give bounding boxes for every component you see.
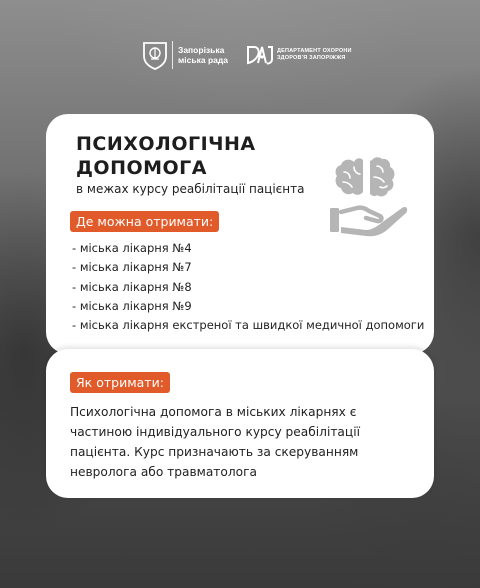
list-item: - міська лікарня №9 <box>72 297 424 316</box>
list-item: - міська лікарня екстреної та швидкої медичної допомоги <box>72 316 424 335</box>
title-line1: ПСИХОЛОГІЧНА <box>76 133 256 155</box>
info-card <box>46 114 434 354</box>
subtitle: в межах курсу реабілітації пацієнта <box>76 182 305 196</box>
health-department-logo <box>246 44 352 66</box>
dept-name-line1: ДЕПАРТАМЕНТ ОХОРОНИ <box>277 48 352 54</box>
header <box>0 38 480 78</box>
city-council-logo <box>142 40 228 70</box>
health-department-name <box>277 48 352 62</box>
page-title <box>76 132 256 180</box>
how-to-get-badge: Як отримати: <box>70 372 170 393</box>
health-department-logo-icon <box>246 44 274 66</box>
city-name-line2: міська рада <box>178 55 228 65</box>
hospital-list <box>72 239 424 335</box>
logo-divider <box>172 41 173 69</box>
list-item: - міська лікарня №8 <box>72 278 424 297</box>
city-crest-icon <box>142 40 168 70</box>
city-name-line1: Запорізька <box>178 45 225 55</box>
brain-in-hand-icon <box>330 150 410 238</box>
how-to-get-text: Психологічна допомога в міських лікарнях є частиною індивідуального курсу реабілітації пацієнта. Курс призначають за скеруванням невролога або травматолога <box>70 405 360 479</box>
list-item: - міська лікарня №4 <box>72 239 424 258</box>
title-line2: ДОПОМОГА <box>76 157 207 179</box>
dept-name-line2: ЗДОРОВ'Я ЗАПОРІЖЖЯ <box>277 55 346 61</box>
list-item: - міська лікарня №7 <box>72 258 424 277</box>
how-to-get-card <box>46 349 434 498</box>
where-to-get-badge: Де можна отримати: <box>70 211 219 232</box>
city-council-name <box>178 45 228 65</box>
